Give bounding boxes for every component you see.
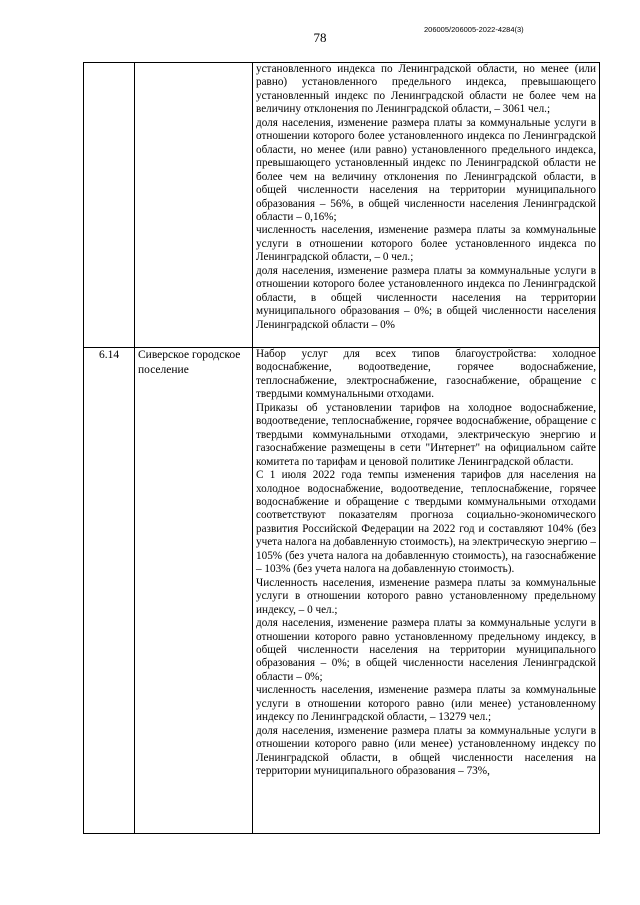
municipality-name bbox=[135, 63, 253, 348]
row-description bbox=[253, 348, 600, 834]
paragraph: Приказы об установлении тарифов на холодное водоснабжение, водоотведение, теплоснабжение, горячее водоснабжение, обращение с твердыми коммунальными отходами, электрическую энергию и газоснабжение размещены в сети "Интернет" на официальном сайте комитета по тарифам и ценовой политике Ленинградской области. bbox=[256, 401, 596, 468]
paragraph: Набор услуг для всех типов благоустройства: холодное водоснабжение, водоотведение, горячее водоснабжение, теплоснабжение, электроснабжение, газоснабжение, обращение с твердыми коммунальными отходами. bbox=[256, 348, 596, 401]
row-number: 6.14 bbox=[84, 348, 135, 834]
document-id: 206005/206005-2022-4284(3) bbox=[424, 25, 524, 34]
row-description bbox=[253, 63, 600, 348]
paragraph: доля населения, изменение размера платы за коммунальные услуги в отношении которого более установленного индекса по Ленинградской области, но менее (или равно) установленного предельного индекса, превышающего установленный индекс по Ленинградской области не более чем на величину отклонения по Ленинградской области, в общей численности населения на территории муниципального образования – 56%, в общей численности населения Ленинградской области – 0,16%; bbox=[256, 116, 596, 223]
tariff-table bbox=[83, 62, 600, 834]
page-number: 78 bbox=[313, 30, 327, 45]
table-row bbox=[84, 63, 600, 348]
paragraph: установленного индекса по Ленинградской области, но менее (или равно) установленного предельного индекса, превышающего установленный индекс по Ленинградской области не более чем на величину отклонения по Ленинградской области, – 3061 чел.; bbox=[256, 63, 596, 116]
paragraph: доля населения, изменение размера платы за коммунальные услуги в отношении которого равно (или менее) установленному индексу по Ленинградской области, в общей численности населения на территории муниципального образования – 73%, bbox=[256, 724, 596, 778]
row-number bbox=[84, 63, 135, 348]
paragraph: доля населения, изменение размера платы за коммунальные услуги в отношении которого равно установленному предельному индексу, в общей численности населения на территории муниципального образования – 0%; в общей численности населения Ленинградской области – 0%; bbox=[256, 617, 596, 683]
paragraph: Численность населения, изменение размера платы за коммунальные услуги в отношении которого равно установленному предельному индексу, – 0 чел.; bbox=[256, 576, 596, 616]
paragraph: доля населения, изменение размера платы за коммунальные услуги в отношении которого более установленного индекса по Ленинградской области, в общей численности населения на территории муниципального образования – 0%; в общей численности населения Ленинградской области – 0% bbox=[256, 264, 596, 331]
paragraph: С 1 июля 2022 года темпы изменения тарифов для населения на холодное водоснабжение, водоотведение, теплоснабжение, горячее водоснабжение и обращение с твердыми коммунальными отходами соответствуют показателям прогноза социально-экономического развития Российской Федерации на 2022 год и составляют 104% (без учета налога на добавленную стоимость), на электрическую энергию – 105% (без учета налога на добавленную стоимость), на газоснабжение – 103% (без учета налога на добавленную стоимость). bbox=[256, 469, 596, 576]
municipality-name: Сиверское городское поселение bbox=[135, 348, 253, 834]
paragraph: численность населения, изменение размера платы за коммунальные услуги в отношении которого равно (или менее) установленному индексу по Ленинградской области, – 13279 чел.; bbox=[256, 684, 596, 724]
paragraph: численность населения, изменение размера платы за коммунальные услуги в отношении которого более установленного индекса по Ленинградской области, – 0 чел.; bbox=[256, 224, 596, 264]
table-row bbox=[84, 348, 600, 834]
